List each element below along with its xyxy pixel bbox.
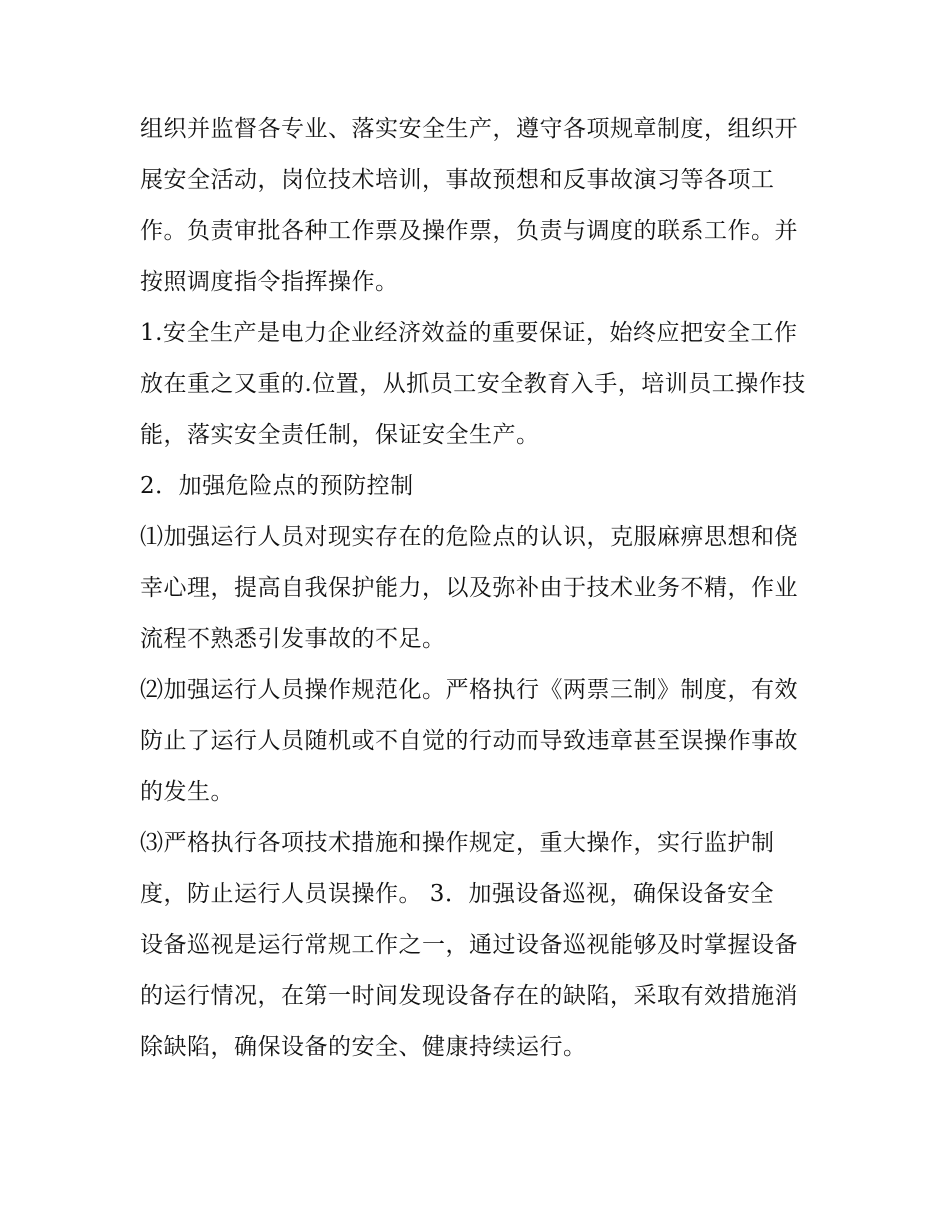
document-body xyxy=(140,104,820,1073)
heading-item-2: 2．加强危险点的预防控制 xyxy=(140,473,414,499)
paragraph-subitem-3: ⑶严格执行各项技术措施和操作规定，重大操作，实行监护制度，防止运行人员误操作。 3．加强设备巡视，确保设备安全 xyxy=(140,830,775,907)
paragraph-subitem-1: ⑴加强运行人员对现实存在的危险点的认识，克服麻痹思想和侥幸心理，提高自我保护能力，以及弥补由于技术业务不精，作业流程不熟悉引发事故的不足。 xyxy=(140,524,798,652)
paragraph-responsibilities: 组织并监督各专业、落实安全生产，遵守各项规章制度，组织开展安全活动，岗位技术培训，事故预想和反事故演习等各项工作。负责审批各种工作票及操作票，负责与调度的联系工作。并按照调度指令指挥操作。 xyxy=(140,116,798,295)
paragraph-item-1: 1.安全生产是电力企业经济效益的重要保证，始终应把安全工作放在重之又重的.位置，从抓员工安全教育入手，培训员工操作技能，落实安全责任制，保证安全生产。 xyxy=(140,320,806,448)
paragraph-inspection: 设备巡视是运行常规工作之一，通过设备巡视能够及时掌握设备的运行情况，在第一时间发现设备存在的缺陷，采取有效措施消除缺陷，确保设备的安全、健康持续运行。 xyxy=(140,932,798,1060)
paragraph-subitem-2: ⑵加强运行人员操作规范化。严格执行《两票三制》制度，有效防止了运行人员随机或不自觉的行动而导致违章甚至误操作事故的发生。 xyxy=(140,677,798,805)
